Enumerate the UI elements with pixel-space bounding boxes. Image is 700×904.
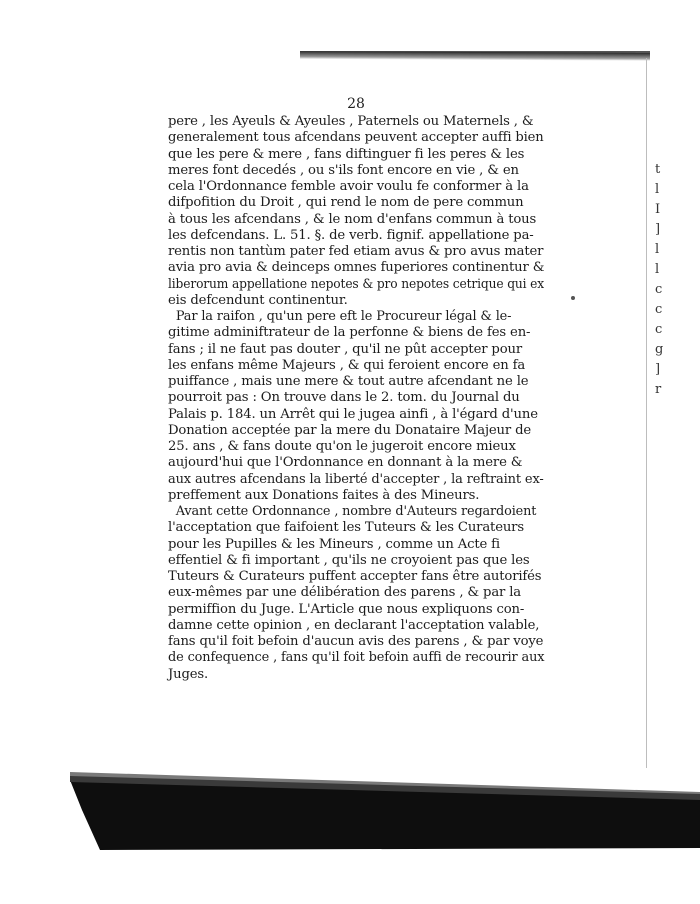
gutter-letter: ] xyxy=(655,222,661,237)
top-page-edge-shadow xyxy=(300,51,650,61)
text-line: difpofition du Droit , qui rend le nom de pere commun xyxy=(168,195,524,211)
gutter-letter: ] xyxy=(655,362,661,377)
text-line: eis defcendunt continentur. xyxy=(168,292,348,308)
text-block xyxy=(168,96,544,696)
page-number: 28 xyxy=(347,96,365,112)
text-line: pour les Pupilles & les Mineurs , comme un Acte fi xyxy=(168,536,500,552)
text-line: cela l'Ordonnance femble avoir voulu fe conformer à la xyxy=(168,179,529,194)
text-line: les enfans même Majeurs , & qui feroient encore en fa xyxy=(168,357,526,373)
text-line: Palais p. 184. un Arrêt qui le jugea ainfi , à l'égard d'une xyxy=(168,406,538,422)
text-line: aujourd'hui que l'Ordonnance en donnant à la mere & xyxy=(168,455,523,471)
text-line: puiffance , mais une mere & tout autre afcendant ne le xyxy=(168,374,529,389)
text-line: 25. ans , & fans doute qu'on le jugeroit encore mieux xyxy=(168,439,516,454)
text-line: avia pro avia & deinceps omnes fuperiores continentur & xyxy=(168,260,545,276)
gutter-letter: I xyxy=(655,202,661,217)
text-line: Par la raifon , qu'un pere eft le Procureur légal & le- xyxy=(175,309,512,324)
text-line: que les pere & mere , fans diftinguer fi les peres & les xyxy=(168,146,525,162)
gutter-letter: g xyxy=(655,342,664,357)
paragraph-p3 xyxy=(168,504,544,683)
gutter-letter: l xyxy=(655,182,660,197)
gutter-letter: l xyxy=(655,242,660,257)
text-line: preffement aux Donations faites à des Mineurs. xyxy=(168,487,480,503)
text-line: aux autres afcendans la liberté d'accepter , la reftraint ex- xyxy=(168,471,544,487)
text-line: Juges. xyxy=(168,666,209,682)
text-line: rentis non tantùm pater fed etiam avus & pro avus mater xyxy=(168,244,544,259)
gutter-letter: r xyxy=(655,382,662,397)
gutter-letter: c xyxy=(655,322,663,337)
paragraph-p2 xyxy=(168,309,544,504)
gutter-letter: t xyxy=(655,162,661,177)
text-line: pourroit pas : On trouve dans le 2. tom. du Journal du xyxy=(168,390,520,406)
bottom-binding-shadow xyxy=(70,770,700,850)
text-line: à tous les afcendans , & le nom d'enfans commun à tous xyxy=(168,211,537,227)
text-line: Tuteurs & Curateurs puffent accepter fans être autorifés xyxy=(168,569,542,584)
text-line: les defcendans. L. 51. §. de verb. fignif. appellatione pa- xyxy=(168,227,534,243)
facing-page-gutter-letters xyxy=(655,160,695,440)
text-line: damne cette opinion , en declarant l'acceptation valable, xyxy=(168,617,540,633)
facing-page-edge xyxy=(646,58,647,768)
text-line: liberorum appellatione nepotes & pro nepotes cetrique qui ex xyxy=(168,276,545,292)
text-line: Donation acceptée par la mere du Donataire Majeur de xyxy=(168,422,532,438)
text-line: meres font decedés , ou s'ils font encore en vie , & en xyxy=(168,162,519,178)
gutter-letter: l xyxy=(655,262,660,277)
text-line: pere , les Ayeuls & Ayeules , Paternels ou Maternels , & xyxy=(168,114,534,129)
text-line: fans qu'il foit befoin d'aucun avis des parens , & par voye xyxy=(168,634,544,649)
gutter-letter: c xyxy=(655,282,663,297)
text-line: permiffion du Juge. L'Article que nous expliquons con- xyxy=(168,601,525,617)
text-line: generalement tous afcendans peuvent accepter auffi bien xyxy=(168,130,544,146)
ink-speck xyxy=(571,296,575,300)
text-line: l'acceptation que faifoient les Tuteurs & les Curateurs xyxy=(168,520,524,536)
paragraphs xyxy=(168,114,544,683)
text-line: de confequence , fans qu'il foit befoin auffi de recourir aux xyxy=(168,650,545,666)
gutter-letter: c xyxy=(655,302,663,317)
paragraph-p1 xyxy=(168,114,544,309)
text-line: gitime adminiftrateur de la perfonne & biens de fes en- xyxy=(168,325,531,341)
text-line: fans ; il ne faut pas douter , qu'il ne pût accepter pour xyxy=(168,341,523,357)
text-line: effentiel & fi important , qu'ils ne croyoient pas que les xyxy=(168,552,530,568)
text-line: Avant cette Ordonnance , nombre d'Auteurs regardoient xyxy=(175,504,537,519)
text-line: eux-mêmes par une délibération des parens , & par la xyxy=(168,585,522,601)
